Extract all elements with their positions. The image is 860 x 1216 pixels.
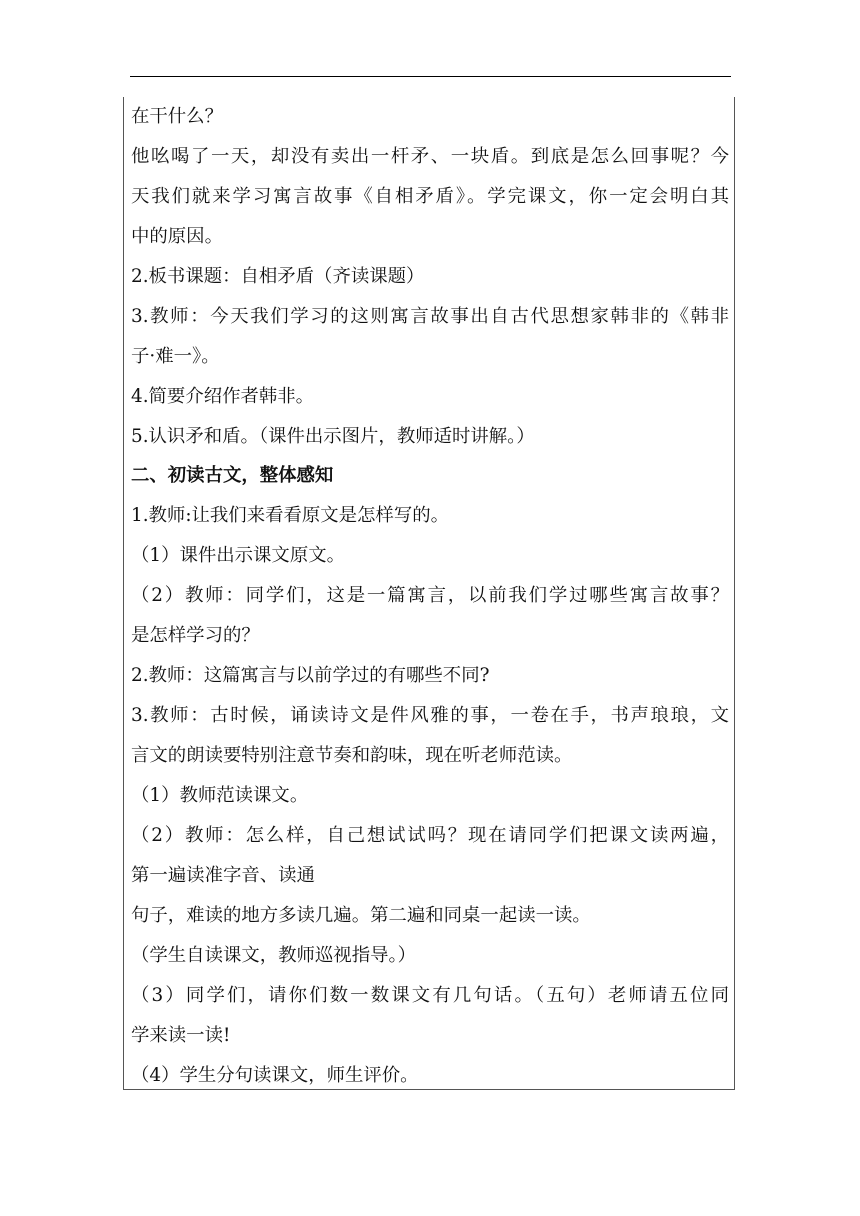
text-line: 学来读一读! [131,1024,231,1046]
text-line: 3.教师：古时候，诵读诗文是件风雅的事，一卷在手，书声琅琅，文 [131,705,729,727]
text-line: （4）学生分句读课文，师生评价。 [131,1064,419,1086]
text-line: （2）教师：怎么样，自己想试试吗？现在请同学们把课文读两遍， [131,824,729,846]
text-line: 1.教师:让我们来看看原文是怎样写的。 [131,505,449,527]
text-line: 子·难一》。 [131,345,220,367]
lesson-plan-text-cell [131,97,729,1095]
text-line: 2.板书课题：自相矛盾（齐读课题） [131,265,425,287]
header-rule [130,76,731,77]
text-line: 中的原因。 [131,225,223,247]
section-heading: 二、初读古文，整体感知 [131,465,334,487]
text-line: （1）课件出示课文原文。 [131,545,345,567]
text-line: 4.简要介绍作者韩非。 [131,385,315,407]
text-line: 句子，难读的地方多读几遍。第二遍和同桌一起读一读。 [131,904,591,926]
text-line: 2.教师：这篇寓言与以前学过的有哪些不同? [131,665,490,687]
text-line: （3）同学们，请你们数一数课文有几句话。（五句）老师请五位同 [131,984,729,1006]
text-line: 是怎样学习的？ [131,625,260,647]
text-line: 5.认识矛和盾。（课件出示图片，教师适时讲解。） [131,425,535,447]
text-line: （2）教师：同学们，这是一篇寓言，以前我们学过哪些寓言故事？ [131,585,729,607]
text-line: 在干什么？ [131,106,223,127]
text-line: （1）教师范读课文。 [131,784,309,806]
text-line: 他吆喝了一天，却没有卖出一杆矛、一块盾。到底是怎么回事呢？今 [131,145,729,167]
text-line: 第一遍读准字音、读通 [131,864,315,886]
text-line: 天我们就来学习寓言故事《自相矛盾》。学完课文，你一定会明白其 [131,185,729,207]
text-line: 言文的朗读要特别注意节奏和韵味，现在听老师范读。 [131,745,573,766]
text-line: 3.教师：今天我们学习的这则寓言故事出自古代思想家韩非的《韩非 [131,305,729,327]
text-line: （学生自读课文，教师巡视指导。） [131,944,417,966]
